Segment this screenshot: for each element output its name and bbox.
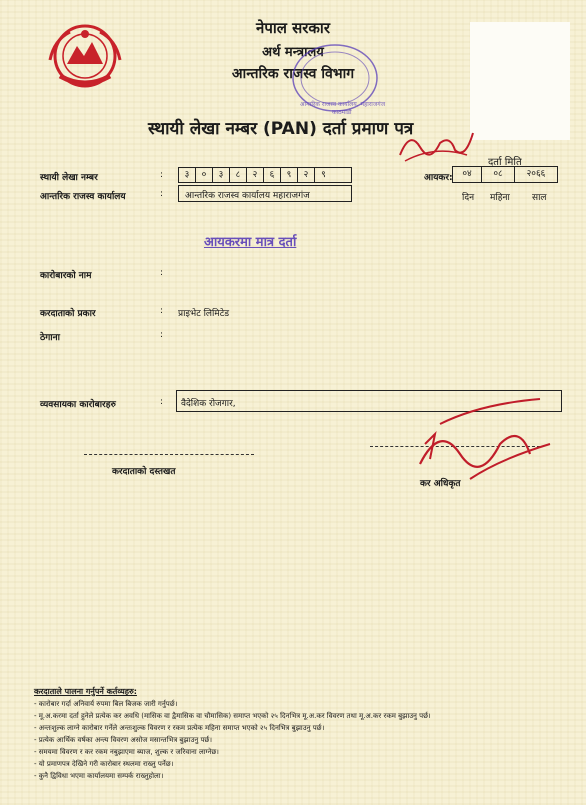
officer-signature-label: कर अधिकृत [420,479,461,489]
certificate-title: स्थायी लेखा नम्बर (PAN) दर्ता प्रमाण पत्र [148,119,414,139]
office-box [178,185,352,202]
business-name-colon: : [160,268,164,278]
reg-date-day-label: दिन [462,193,475,203]
business-activities-colon: : [160,397,164,407]
pan-digit: ९ [321,170,326,180]
pan-digit: ३ [179,168,196,182]
reg-date-title: दर्ता मिति [488,157,522,168]
pan-digit: ६ [264,168,281,182]
office-seal-text: आन्तरिक राजस्व कार्यालय, महाराजगंज [300,101,386,108]
taxpayer-type-value: प्राइभेट लिमिटेड [178,309,230,319]
taxpayer-type-colon: : [160,306,164,316]
duty-item: - प्रत्येक आर्थिक वर्षका अन्त्य विवरण असोज मसान्तभित्र बुझाउनु पर्छ। [34,736,212,744]
photo-area [470,22,570,140]
office-value: आन्तरिक राजस्व कार्यालय महाराजगंज [185,191,310,201]
business-activities-label: व्यवसायका कारोबारहरु [40,400,116,410]
pan-digit: ८ [230,168,247,182]
duty-item: - कारोबार गर्दा अनिवार्य रुपमा बिल बिजक जारी गर्नुपर्छ। [34,700,178,708]
office-colon: : [160,189,164,199]
business-name-label: कारोबारको नाम [40,271,92,281]
business-activities-value: वैदेशिक रोजगार, [181,399,236,409]
address-label: ठेगाना [40,333,60,343]
reg-date-month: ०८ [482,167,515,182]
reg-date-year: २०६६ [526,169,546,179]
duty-item: - अन्तःशुल्क लाग्ने कारोबार गर्नेले अन्तःशुल्क विवरण र रकम प्रत्येक महिना समाप्त भएको २५ दिनभित्र बुझाउनु पर्छ। [34,724,325,732]
taxpayer-signature-line [84,454,254,455]
header-line2: अर्थ मन्त्रालय [262,45,324,60]
reg-date-year-label: साल [532,193,547,203]
red-signature-officer-icon [410,384,560,494]
pan-digit: २ [298,168,315,182]
office-seal-city: काठमाडौं [332,109,352,116]
duty-item: - समयमा विवरण र कर रकम नबुझाएमा ब्याज, शुल्क र जरिवाना लाग्नेछ। [34,748,219,756]
stamp-income-tax-only: आयकरमा मात्र दर्ता [204,235,297,250]
pan-digit: ९ [281,168,298,182]
duties-notes [34,686,431,782]
pan-label: स्थायी लेखा नम्बर [40,173,98,183]
reg-date-month-label: महिना [490,193,510,203]
pan-digits-box [178,167,352,183]
pan-digit: ३ [213,168,230,182]
taxpayer-signature-label: करदाताको दस्तखत [112,467,176,477]
reg-date-box [452,166,558,183]
header-line3: आन्तरिक राजस्व विभाग [231,66,355,82]
duties-title: करदाताले पालना गर्नुपर्ने कर्तव्यहरु: [34,687,137,696]
address-colon: : [160,330,164,340]
duty-item: - मू.अ.करमा दर्ता हुनेले प्रत्येक कर अवधि (मासिक वा द्वैमासिक वा चौमासिक) समाप्त भएको २५ दिनभित्र मू.अ.कर विवरण तथा मू.अ.कर रकम बुझाउनु पर्छ। [34,712,431,720]
duty-item: - कुनै द्विविधा भएमा कार्यालयमा सम्पर्क राख्नुहोला। [34,772,164,780]
reg-date-prefix: आयकर: [424,173,453,183]
pan-digit: ० [196,168,213,182]
taxpayer-type-label: करदाताको प्रकार [40,309,96,319]
office-label: आन्तरिक राजस्व कार्यालय [40,192,126,202]
pan-colon: : [160,170,164,180]
reg-date-day: ०४ [453,167,482,182]
duty-item: - यो प्रमाणपत्र देखिने गरी कारोबार स्थलमा राख्नु पर्नेछ। [34,760,174,768]
pan-digit: २ [247,168,264,182]
red-signature-top-icon [395,125,475,165]
header-line1: नेपाल सरकार [256,19,330,37]
